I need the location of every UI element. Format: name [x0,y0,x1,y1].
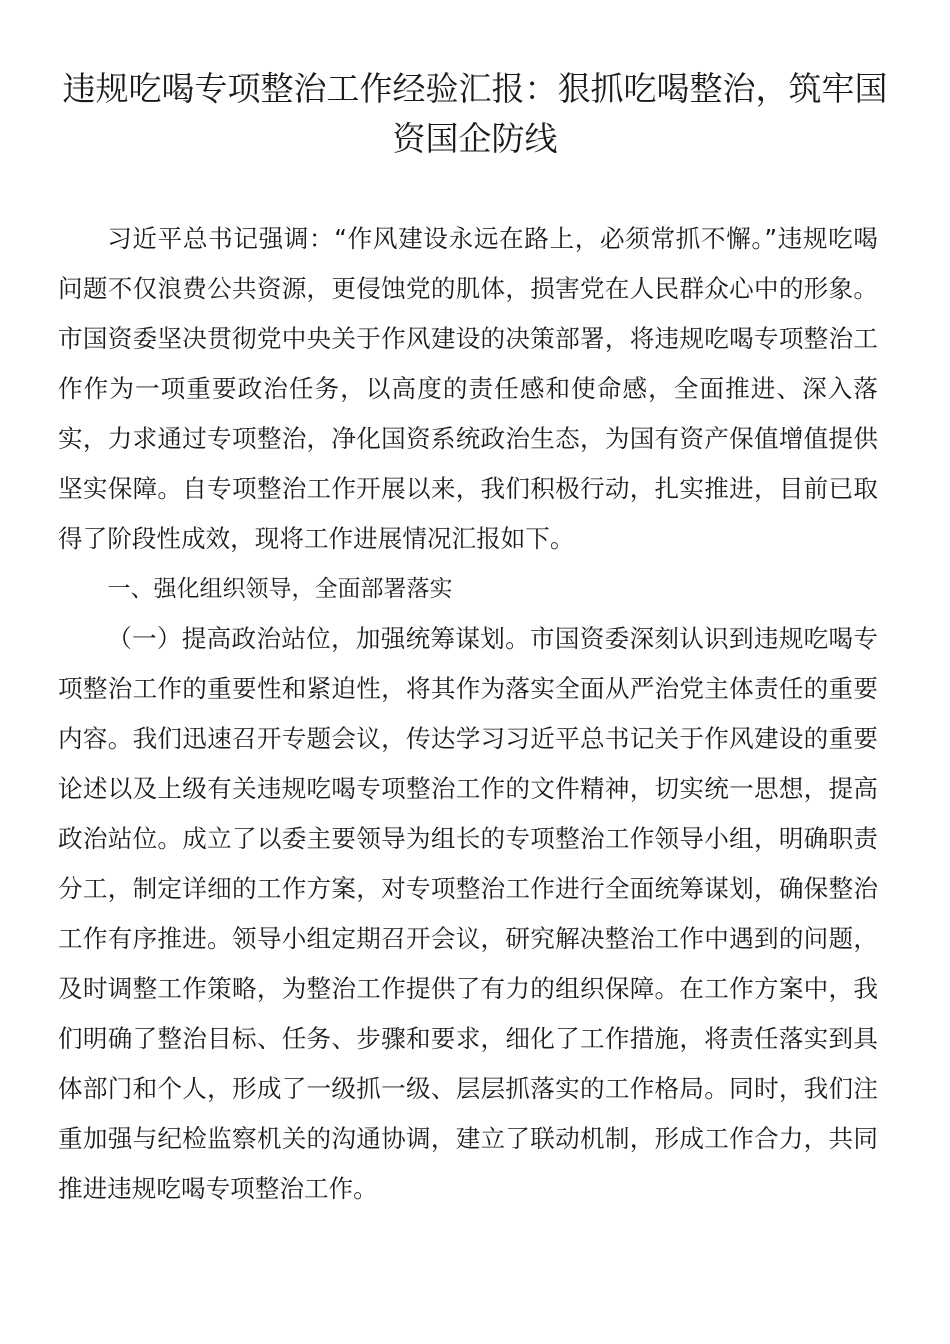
intro-paragraph: 习近平总书记强调：“作风建设永远在路上，必须常抓不懈。”违规吃喝问题不仅浪费公共资源，更侵蚀党的肌体，损害党在人民群众心中的形象。市国资委坚决贯彻党中央关于作风建设的决策部署，将违规吃喝专项整治工作作为一项重要政治任务，以高度的责任感和使命感，全面推进、深入落实，力求通过专项整治，净化国资系统政治生态，为国有资产保值增值提供坚实保障。自专项整治工作开展以来，我们积极行动，扎实推进，目前已取得了阶段性成效，现将工作进展情况汇报如下。 [58,224,878,553]
section-heading-1: 一、强化组织领导，全面部署落实 [107,576,453,602]
document-title: 违规吃喝专项整治工作经验汇报：狠抓吃喝整治，筑牢国资国企防线 [62,69,888,158]
section-1-paragraph-1: （一）提高政治站位，加强统筹谋划。市国资委深刻认识到违规吃喝专项整治工作的重要性和紧迫性，将其作为落实全面从严治党主体责任的重要内容。我们迅速召开专题会议，传达学习习近平总书记关于作风建设的重要论述以及上级有关违规吃喝专项整治工作的文件精神，切实统一思想，提高政治站位。成立了以委主要领导为组长的专项整治工作领导小组，明确职责分工，制定详细的工作方案，对专项整治工作进行全面统筹谋划，确保整治工作有序推进。领导小组定期召开会议，研究解决整治工作中遇到的问题，及时调整工作策略，为整治工作提供了有力的组织保障。在工作方案中，我们明确了整治目标、任务、步骤和要求，细化了工作措施，将责任落实到具体部门和个人，形成了一级抓一级、层层抓落实的工作格局。同时，我们注重加强与纪检监察机关的沟通协调，建立了联动机制，形成工作合力，共同推进违规吃喝专项整治工作。 [58,624,878,1203]
document-body [58,214,878,1214]
